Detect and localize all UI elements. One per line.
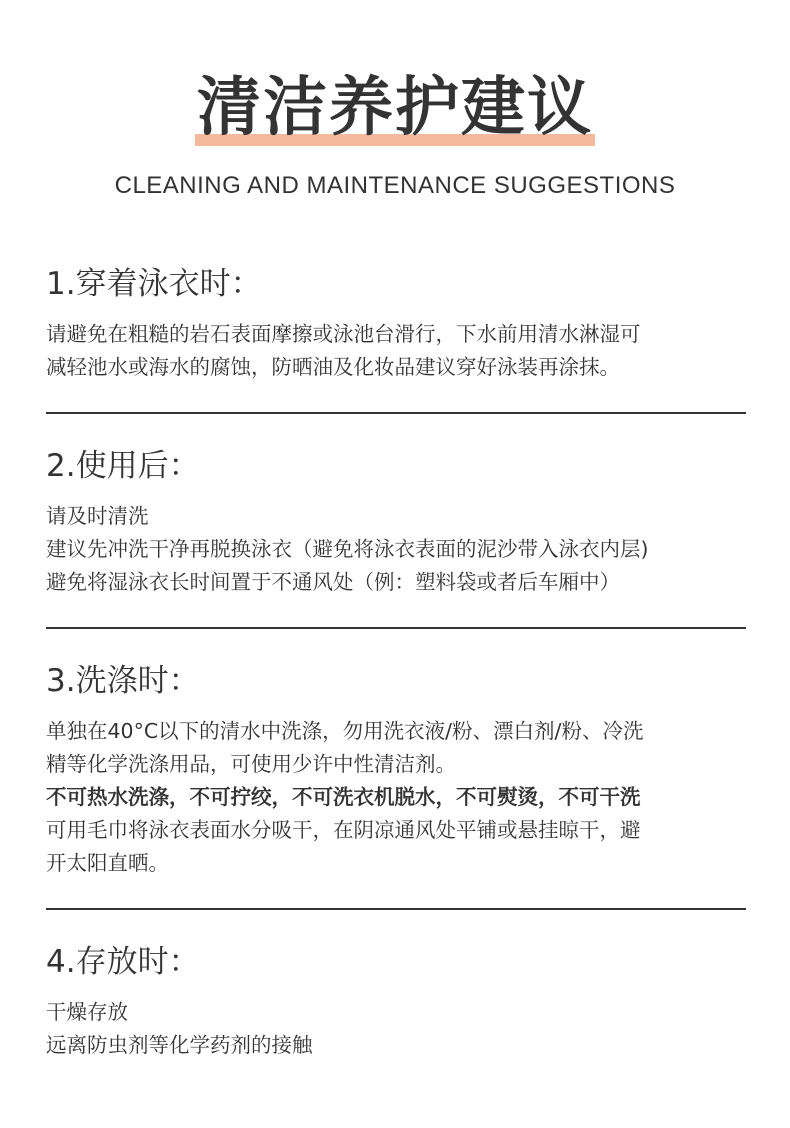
- page-title: [197, 70, 593, 146]
- section-body: [46, 318, 746, 384]
- section-divider: [46, 627, 746, 629]
- section-heading: 1.穿着泳衣时：: [46, 266, 262, 302]
- section-heading: 2.使用后：: [46, 448, 200, 484]
- body-line: 减轻池水或海水的腐蚀，防晒油及化妆品建议穿好泳装再涂抹。: [46, 355, 620, 379]
- section-heading: 3.洗涤时：: [46, 663, 200, 699]
- body-line: 请及时清洗: [46, 504, 149, 528]
- page-subtitle: CLEANING AND MAINTENANCE SUGGESTIONS: [114, 172, 676, 199]
- section-washing: [46, 661, 746, 880]
- section-after-use: [46, 446, 746, 599]
- title-block: [0, 70, 790, 146]
- body-line: 可用毛巾将泳衣表面水分吸干，在阴凉通风处平铺或悬挂晾干，避: [46, 818, 641, 842]
- section-storage: [46, 942, 746, 1062]
- section-body: [46, 715, 746, 880]
- section-heading: 4.存放时：: [46, 944, 200, 980]
- body-line: 远离防虫剂等化学药剂的接触: [46, 1033, 313, 1057]
- section-divider: [46, 412, 746, 414]
- section-divider: [46, 908, 746, 910]
- section-body: [46, 500, 746, 599]
- section-body: [46, 996, 746, 1062]
- body-line: 单独在40°C以下的清水中洗涤，勿用洗衣液/粉、漂白剂/粉、冷洗: [46, 719, 644, 743]
- body-line: 避免将湿泳衣长时间置于不通风处（例：塑料袋或者后车厢中）: [46, 570, 620, 594]
- body-line: 开太阳直晒。: [46, 851, 169, 875]
- page-title-text: 清洁养护建议: [197, 71, 593, 145]
- body-line: 干燥存放: [46, 1000, 128, 1024]
- section-wearing: [46, 264, 746, 384]
- body-line: 建议先冲洗干净再脱换泳衣（避免将泳衣表面的泥沙带入泳衣内层): [46, 537, 649, 561]
- body-line-warning: 不可热水洗涤，不可拧绞，不可洗衣机脱水，不可熨烫，不可干洗: [46, 785, 641, 809]
- body-line: 精等化学洗涤用品，可使用少许中性清洁剂。: [46, 752, 456, 776]
- body-line: 请避免在粗糙的岩石表面摩擦或泳池台滑行，下水前用清水淋湿可: [46, 322, 641, 346]
